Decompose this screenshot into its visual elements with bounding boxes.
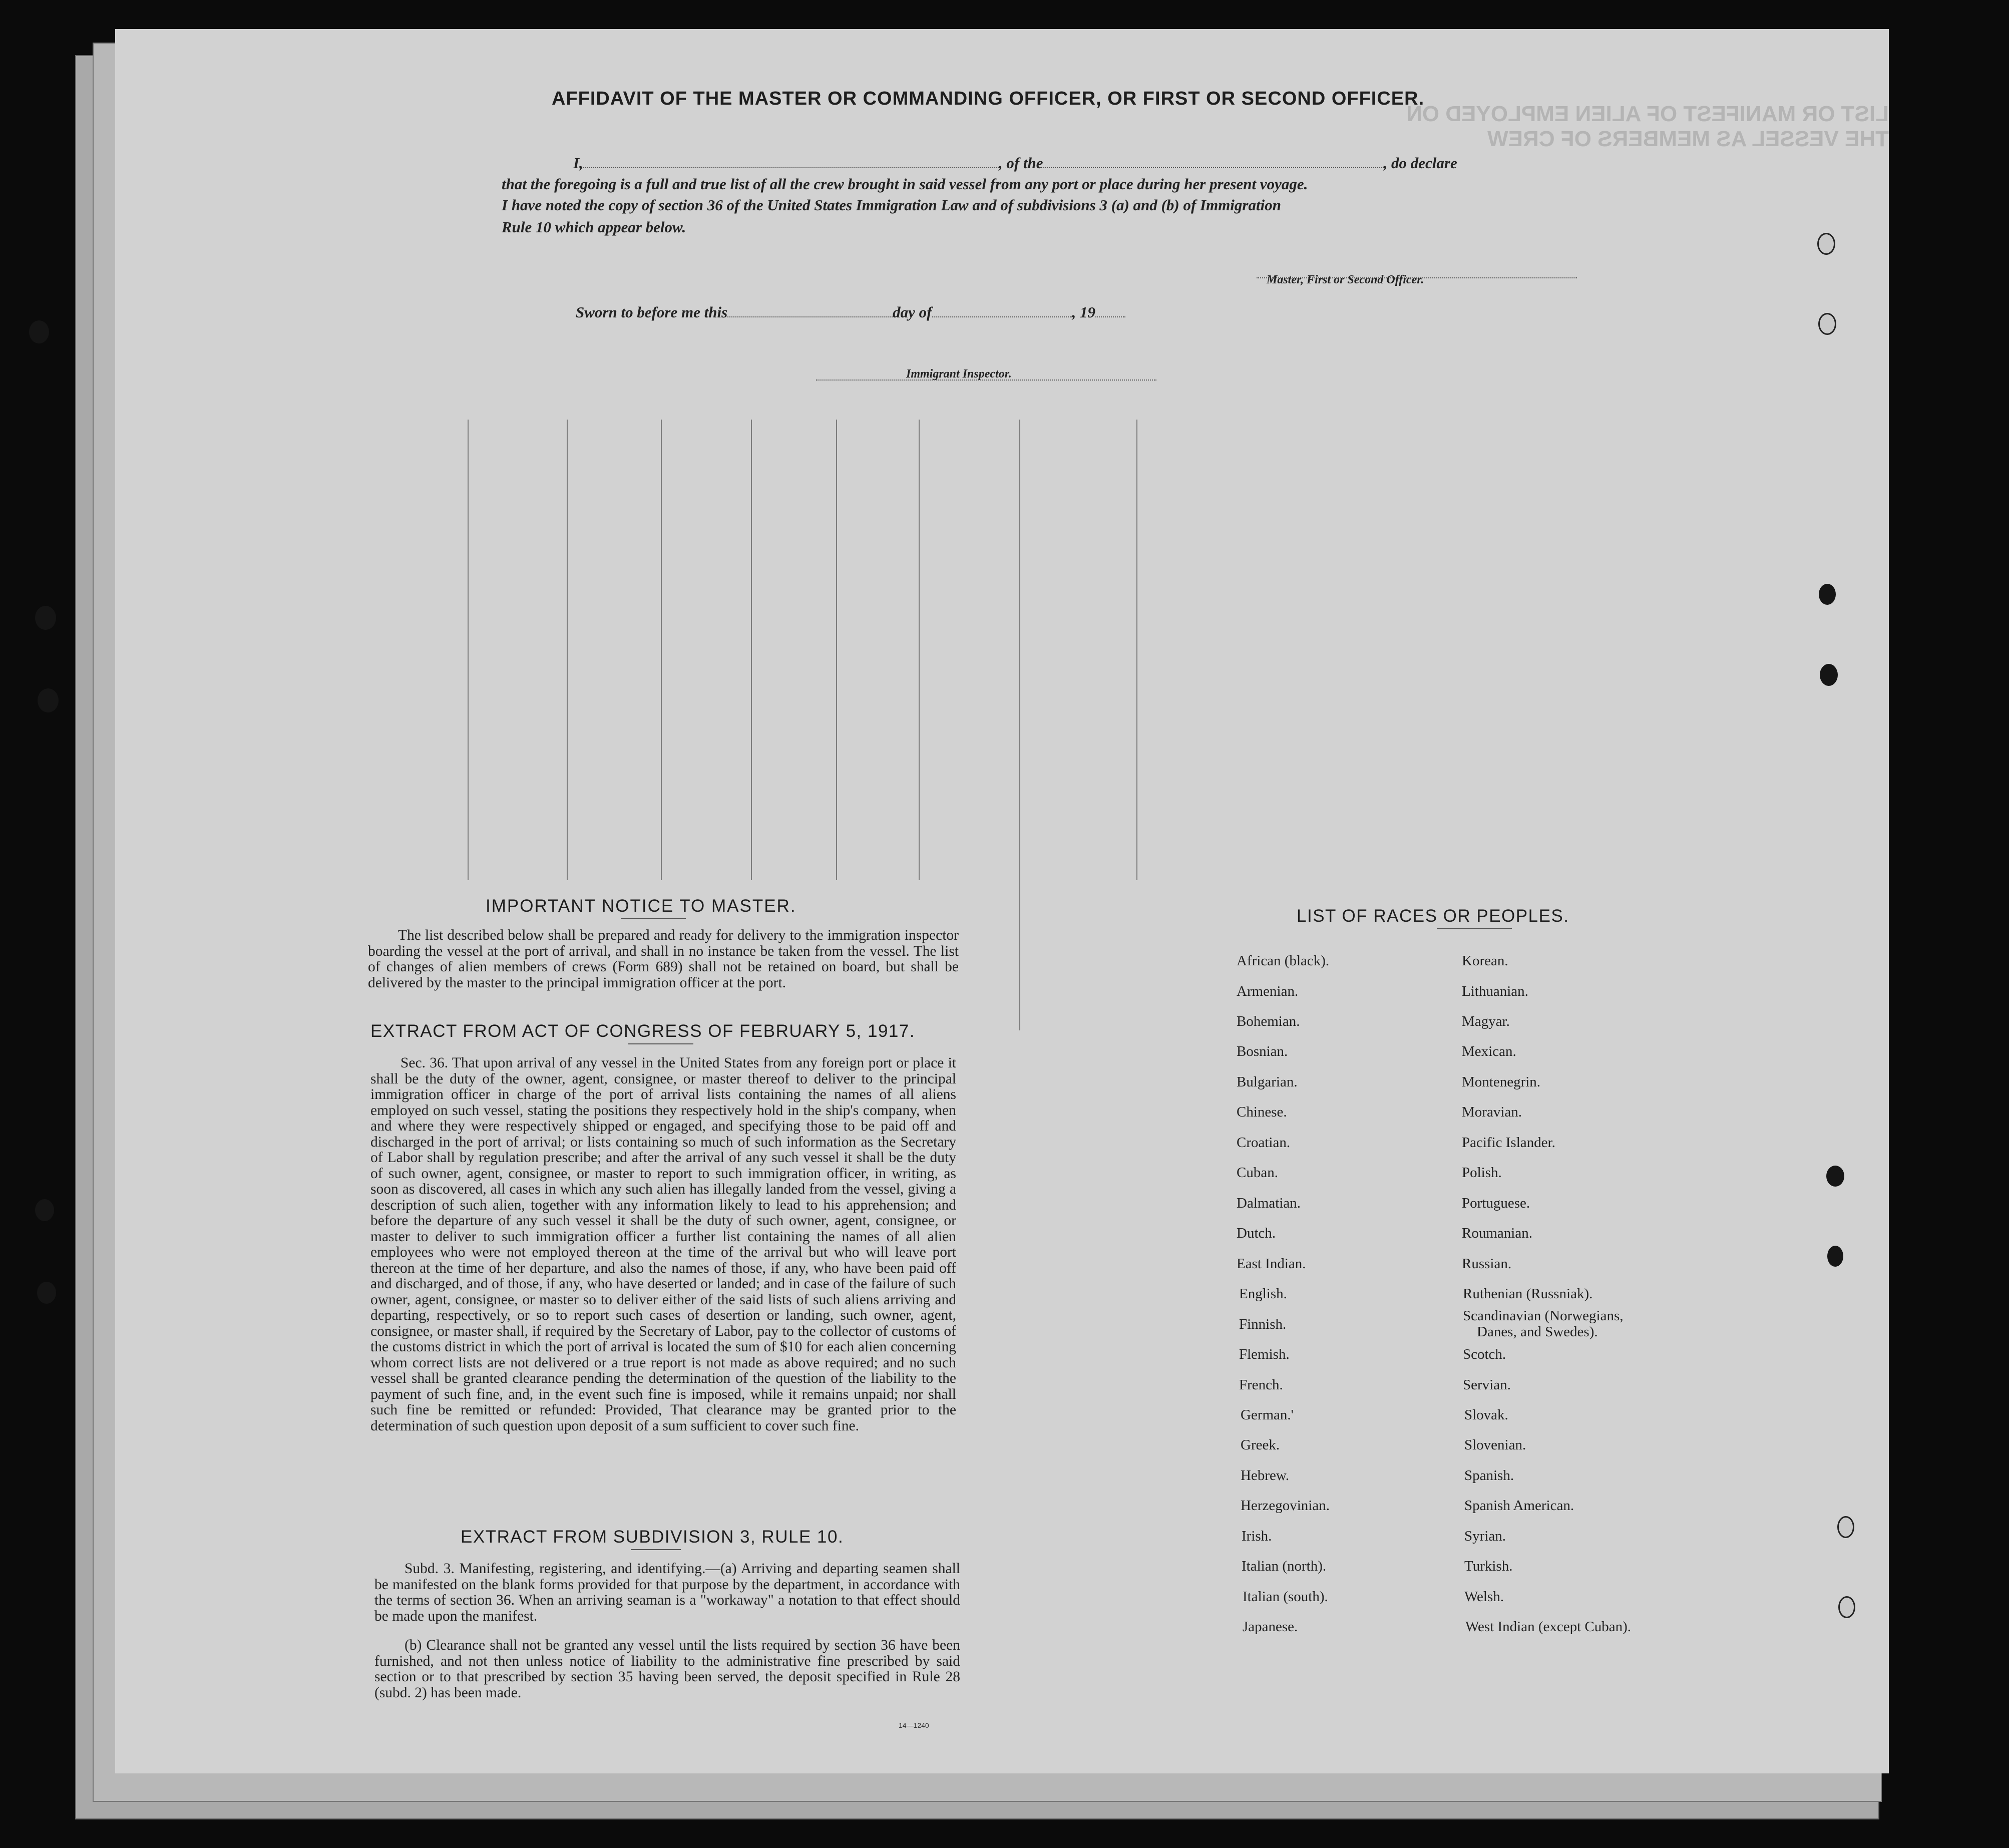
affidavit-line-2: that the foregoing is a full and true list of all the crew brought in said vessel from any port or place during her present voyage. <box>502 175 1308 193</box>
race-item: Irish. <box>1242 1528 1272 1544</box>
race-item: Croatian. <box>1237 1135 1291 1151</box>
race-item: Slovenian. <box>1464 1437 1526 1453</box>
race-item: German.' <box>1241 1407 1294 1423</box>
race-item: East Indian. <box>1237 1256 1306 1272</box>
manifest-back-page <box>115 29 1889 1773</box>
column-rule <box>751 420 752 880</box>
race-item: Dutch. <box>1237 1225 1276 1241</box>
binder-ring <box>1817 233 1835 255</box>
race-item: Finnish. <box>1239 1316 1287 1332</box>
race-item: French. <box>1239 1377 1283 1393</box>
binder-hole <box>1826 1166 1844 1187</box>
column-rule <box>1019 420 1020 1030</box>
race-item: West Indian (except Cuban). <box>1465 1619 1632 1635</box>
race-item: Japanese. <box>1243 1619 1298 1635</box>
affidavit-of-the: , of the <box>998 154 1043 172</box>
heading-rule <box>1437 928 1512 929</box>
heading-rule <box>621 918 686 919</box>
race-item: Herzegovinian. <box>1241 1498 1330 1514</box>
affidavit-title: AFFIDAVIT OF THE MASTER OR COMMANDING OFFICER, OR FIRST OR SECOND OFFICER. <box>552 88 1425 109</box>
race-item: Mexican. <box>1462 1043 1516 1059</box>
race-item: Korean. <box>1462 953 1508 969</box>
race-item: Dalmatian. <box>1237 1195 1301 1211</box>
race-item: Welsh. <box>1464 1589 1504 1605</box>
binder-hole <box>35 606 56 630</box>
race-item: Moravian. <box>1462 1104 1522 1120</box>
race-item: Greek. <box>1241 1437 1280 1453</box>
binder-hole <box>1819 584 1836 605</box>
sworn-day-of: day of <box>893 303 932 321</box>
race-item: Russian. <box>1462 1256 1512 1272</box>
affidavit-line-3: I have noted the copy of section 36 of the United States Immigration Law and of subdivisions 3 (a) and (b) of Immigration <box>502 196 1281 214</box>
race-item: Portuguese. <box>1462 1195 1530 1211</box>
act-heading: EXTRACT FROM ACT OF CONGRESS OF FEBRUARY 5, 1917. <box>370 1021 916 1041</box>
sworn-year: , 19 <box>1072 303 1095 321</box>
race-item: Montenegrin. <box>1462 1074 1541 1090</box>
rule-para-a: Subd. 3. Manifesting, registering, and identifying.—(a) Arriving and departing seamen shall be manifested on the blank forms provided for that purpose by the department, in accordance with the terms of section 36. When an arriving seaman is a "workaway" a notation to that effect should be made upon the manifest. <box>374 1561 960 1624</box>
race-item: Magyar. <box>1462 1013 1510 1029</box>
signature-label: Master, First or Second Officer. <box>1267 273 1424 286</box>
heading-rule <box>631 1549 681 1550</box>
race-item: Ruthenian (Russniak). <box>1463 1286 1593 1302</box>
name-blank <box>583 167 999 168</box>
race-item: Cuban. <box>1237 1165 1278 1181</box>
bleed-through-text: LIST OR MANIFEST OF ALIEN EMPLOYED ON THE VESSEL AS MEMBERS OF CREW <box>1406 102 1889 151</box>
vessel-blank <box>1043 167 1384 168</box>
race-item: Slovak. <box>1464 1407 1508 1423</box>
binder-hole <box>1827 1246 1843 1267</box>
race-item: Servian. <box>1463 1377 1511 1393</box>
binder-ring <box>1837 1516 1854 1538</box>
race-item: Chinese. <box>1237 1104 1287 1120</box>
day-blank <box>727 316 893 317</box>
notice-body: The list described below shall be prepared and ready for delivery to the immigration inspector boarding the vessel at the port of arrival, and shall in no instance be taken from the vessel. The list of changes of alien members of crews (Form 689) shall not be retained on board, but shall be delivered by the master to the principal immigration officer at the port. <box>368 927 959 991</box>
rule-heading: EXTRACT FROM SUBDIVISION 3, RULE 10. <box>461 1527 844 1547</box>
affidavit-line-4: Rule 10 which appear below. <box>502 218 686 236</box>
race-item: Italian (north). <box>1242 1558 1327 1574</box>
form-number: 14—1240 <box>899 1721 929 1729</box>
binder-hole <box>35 1199 54 1221</box>
race-item: African (black). <box>1237 953 1330 969</box>
race-item: Pacific Islander. <box>1462 1135 1555 1151</box>
affidavit-line-1 <box>573 154 1457 172</box>
races-heading: LIST OF RACES OR PEOPLES. <box>1297 906 1569 926</box>
race-item: Bohemian. <box>1237 1013 1300 1029</box>
race-item: Danes, and Swedes). <box>1477 1324 1598 1340</box>
binder-hole <box>38 688 59 712</box>
column-rule <box>567 420 568 880</box>
binder-ring <box>1838 1596 1855 1618</box>
binder-hole <box>37 1282 56 1304</box>
affidavit-declare: , do declare <box>1383 154 1457 172</box>
year-blank <box>1095 316 1125 317</box>
race-item: Syrian. <box>1464 1528 1506 1544</box>
race-item: Flemish. <box>1239 1346 1290 1362</box>
race-item: Bosnian. <box>1237 1043 1288 1059</box>
race-item: Spanish. <box>1464 1467 1514 1484</box>
affidavit-i: I, <box>573 154 583 172</box>
race-item: Scandinavian (Norwegians, <box>1463 1308 1624 1324</box>
race-item: Armenian. <box>1237 983 1299 999</box>
column-rule <box>468 420 469 880</box>
binder-ring <box>1818 313 1836 335</box>
binder-hole <box>1820 664 1838 686</box>
race-item: Italian (south). <box>1243 1589 1328 1605</box>
column-rule <box>661 420 662 880</box>
race-item: Scotch. <box>1463 1346 1506 1362</box>
column-rule <box>1136 420 1137 880</box>
heading-rule <box>628 1043 693 1044</box>
month-blank <box>932 316 1072 317</box>
race-item: Roumanian. <box>1462 1225 1532 1241</box>
race-item: Turkish. <box>1464 1558 1513 1574</box>
race-item: Polish. <box>1462 1165 1502 1181</box>
race-item: Bulgarian. <box>1237 1074 1298 1090</box>
sworn-prefix: Sworn to before me this <box>576 303 728 321</box>
race-item: English. <box>1239 1286 1287 1302</box>
race-item: Lithuanian. <box>1462 983 1528 999</box>
inspector-label: Immigrant Inspector. <box>906 367 1012 381</box>
sworn-line <box>576 303 1125 321</box>
column-rule <box>836 420 837 880</box>
notice-heading: IMPORTANT NOTICE TO MASTER. <box>486 896 796 916</box>
race-item: Hebrew. <box>1241 1467 1290 1484</box>
binder-hole <box>29 320 49 343</box>
column-rule <box>919 420 920 880</box>
act-body: Sec. 36. That upon arrival of any vessel in the United States from any foreign port or place it shall be the duty of the owner, agent, consignee, or master thereof to deliver to the principal immigration officer in charge of the port of arrival lists containing the names of all aliens employed on such vessel, stating the positions they respectively hold in the ship's company, when and where they were respectively shipped or engaged, and specifying those to be paid off and discharged in the port of arrival; or lists containing so much of such information as the Secretary of Labor shall by regulation prescribe; and after the arrival of any such vessel it shall be the duty of such owner, agent, consignee, or master to report to such immigration officer, in writing, as soon as discovered, all cases in which any such alien has illegally landed from the vessel, giving a description of such alien, together with any information likely to lead to his apprehension; and before the departure of any such vessel it shall be the duty of such owner, agent, consignee, or master to deliver to such immigration officer a further list containing the names of all alien employees who were not employed thereon at the time of the arrival but who will leave port thereon at the time of her departure, and also the names of those, if any, who have been paid off and discharged, and of those, if any, who have deserted or landed; and in case of the failure of such owner, agent, consignee, or master so to deliver either of the said lists of such aliens arriving and departing, respectively, or so to report such cases of desertion or landing, such owner, agent, consignee, or master shall, if required by the Secretary of Labor, pay to the collector of customs of the customs district in which the port of arrival is located the sum of $10 for each alien concerning whom correct lists are not delivered or a true report is not made as above required; and no such vessel shall be granted clearance pending the determination of the question of the liability to the payment of such fine, and, in the event such fine is imposed, while it remains unpaid; nor shall such fine be remitted or refunded: Provided, That clearance may be granted prior to the determination of such question upon deposit of a sum sufficient to cover such fine. <box>370 1055 956 1434</box>
race-item: Spanish American. <box>1464 1498 1574 1514</box>
rule-para-b: (b) Clearance shall not be granted any vessel until the lists required by section 36 have been furnished, and not then unless notice of liability to the administrative fine prescribed by said section or to that prescribed by section 35 having been served, the deposit specified in Rule 28 (subd. 2) has been made. <box>374 1637 960 1701</box>
